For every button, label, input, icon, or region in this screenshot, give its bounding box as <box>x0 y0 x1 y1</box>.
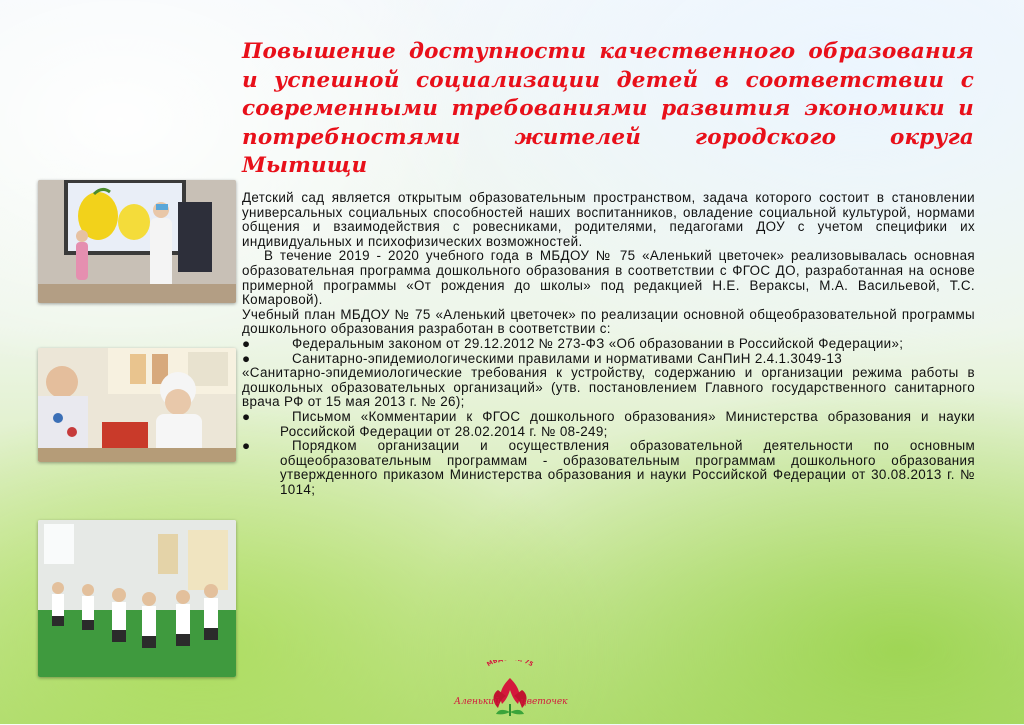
list-item-sanpin <box>242 352 975 367</box>
list-item-text: Санитарно-эпидемиологическими правилами и нормативами СанПиН 2.4.1.3049-13 <box>292 350 843 366</box>
photo-children-gym-exercise <box>38 520 236 677</box>
list-item-text: Порядком организации и осуществления образовательной деятельности по основным общеобразовательным программам - образовательным программам дошкольного образования утвержденного приказом Министерства образования и науки Российской Федерации от 30.08.2013 г. № 1014; <box>280 438 975 497</box>
list-item-text: Федеральным законом от 29.12.2012 № 273-ФЗ «Об образовании в Российской Федерации»; <box>292 335 904 351</box>
page-title: Повышение доступности качественного образования и успешной социализации детей в соответствии с современными требованиями развития экономики и потребностями жителей городского округа Мытищи <box>242 39 974 178</box>
logo-top-text: МБ 75 <box>485 660 535 669</box>
kindergarten-logo <box>440 660 580 720</box>
paragraph-intro: Детский сад является открытым образовательным пространством, задача которого состоит в становлении универсальных социальных способностей наших воспитанников, овладение социальной культурой, нормами общения и взаимодействия с ровесниками, родителями, педагогами ДОУ с учетом специфики их индивидуальных и психофизических возможностей. <box>242 190 975 249</box>
logo-right-text: цветочек <box>520 697 568 707</box>
list-item-letter <box>242 410 975 439</box>
photo-illustration <box>38 348 236 462</box>
svg-text:МБДОУ № 75 <box>486 660 534 668</box>
list-item-order <box>242 439 975 497</box>
photo-children-doctor-play <box>38 348 236 462</box>
bullet-icon: ● <box>242 335 251 351</box>
list-item-federal-law <box>242 337 975 352</box>
paragraph-curriculum: Учебный план МБДОУ № 75 «Аленький цветочек» по реализации основной общеобразовательной программы дошкольного образования разработан в соответствии с: <box>242 306 975 337</box>
bullet-icon: ● <box>242 350 251 366</box>
photo-illustration <box>38 520 236 677</box>
paragraph-program: В течение 2019 - 2020 учебного года в МБДОУ № 75 «Аленький цветочек» реализовывалась основная образовательная программа дошкольного образования в соответствии с ФГОС ДО, разработанная на основе примерной программы «От рождения до школы» под редакцией Н.Е. Вераксы, М.А. Васильевой, Т.С. Комаровой). <box>242 248 975 308</box>
photo-illustration <box>38 180 236 303</box>
paragraph-sanpin-requirements: «Санитарно-эпидемиологические требования к устройству, содержанию и организации режима работы в дошкольных образовательных организаций» (утв. постановлением Главного государственного санитарного врача РФ от 15 мая 2013 г. № 26); <box>242 365 975 410</box>
main-text <box>242 191 975 497</box>
logo-left-text: Аленький <box>454 697 500 707</box>
bullet-icon: ● <box>242 438 251 454</box>
bullet-icon: ● <box>242 408 251 424</box>
list-item-text: Письмом «Комментарии к ФГОС дошкольного образования» Министерства образования и науки Российской Федерации от 28.02.2014 г. № 08-249; <box>280 408 975 439</box>
flower-logo-icon <box>440 660 580 720</box>
photo-interactive-board-lesson <box>38 180 236 303</box>
